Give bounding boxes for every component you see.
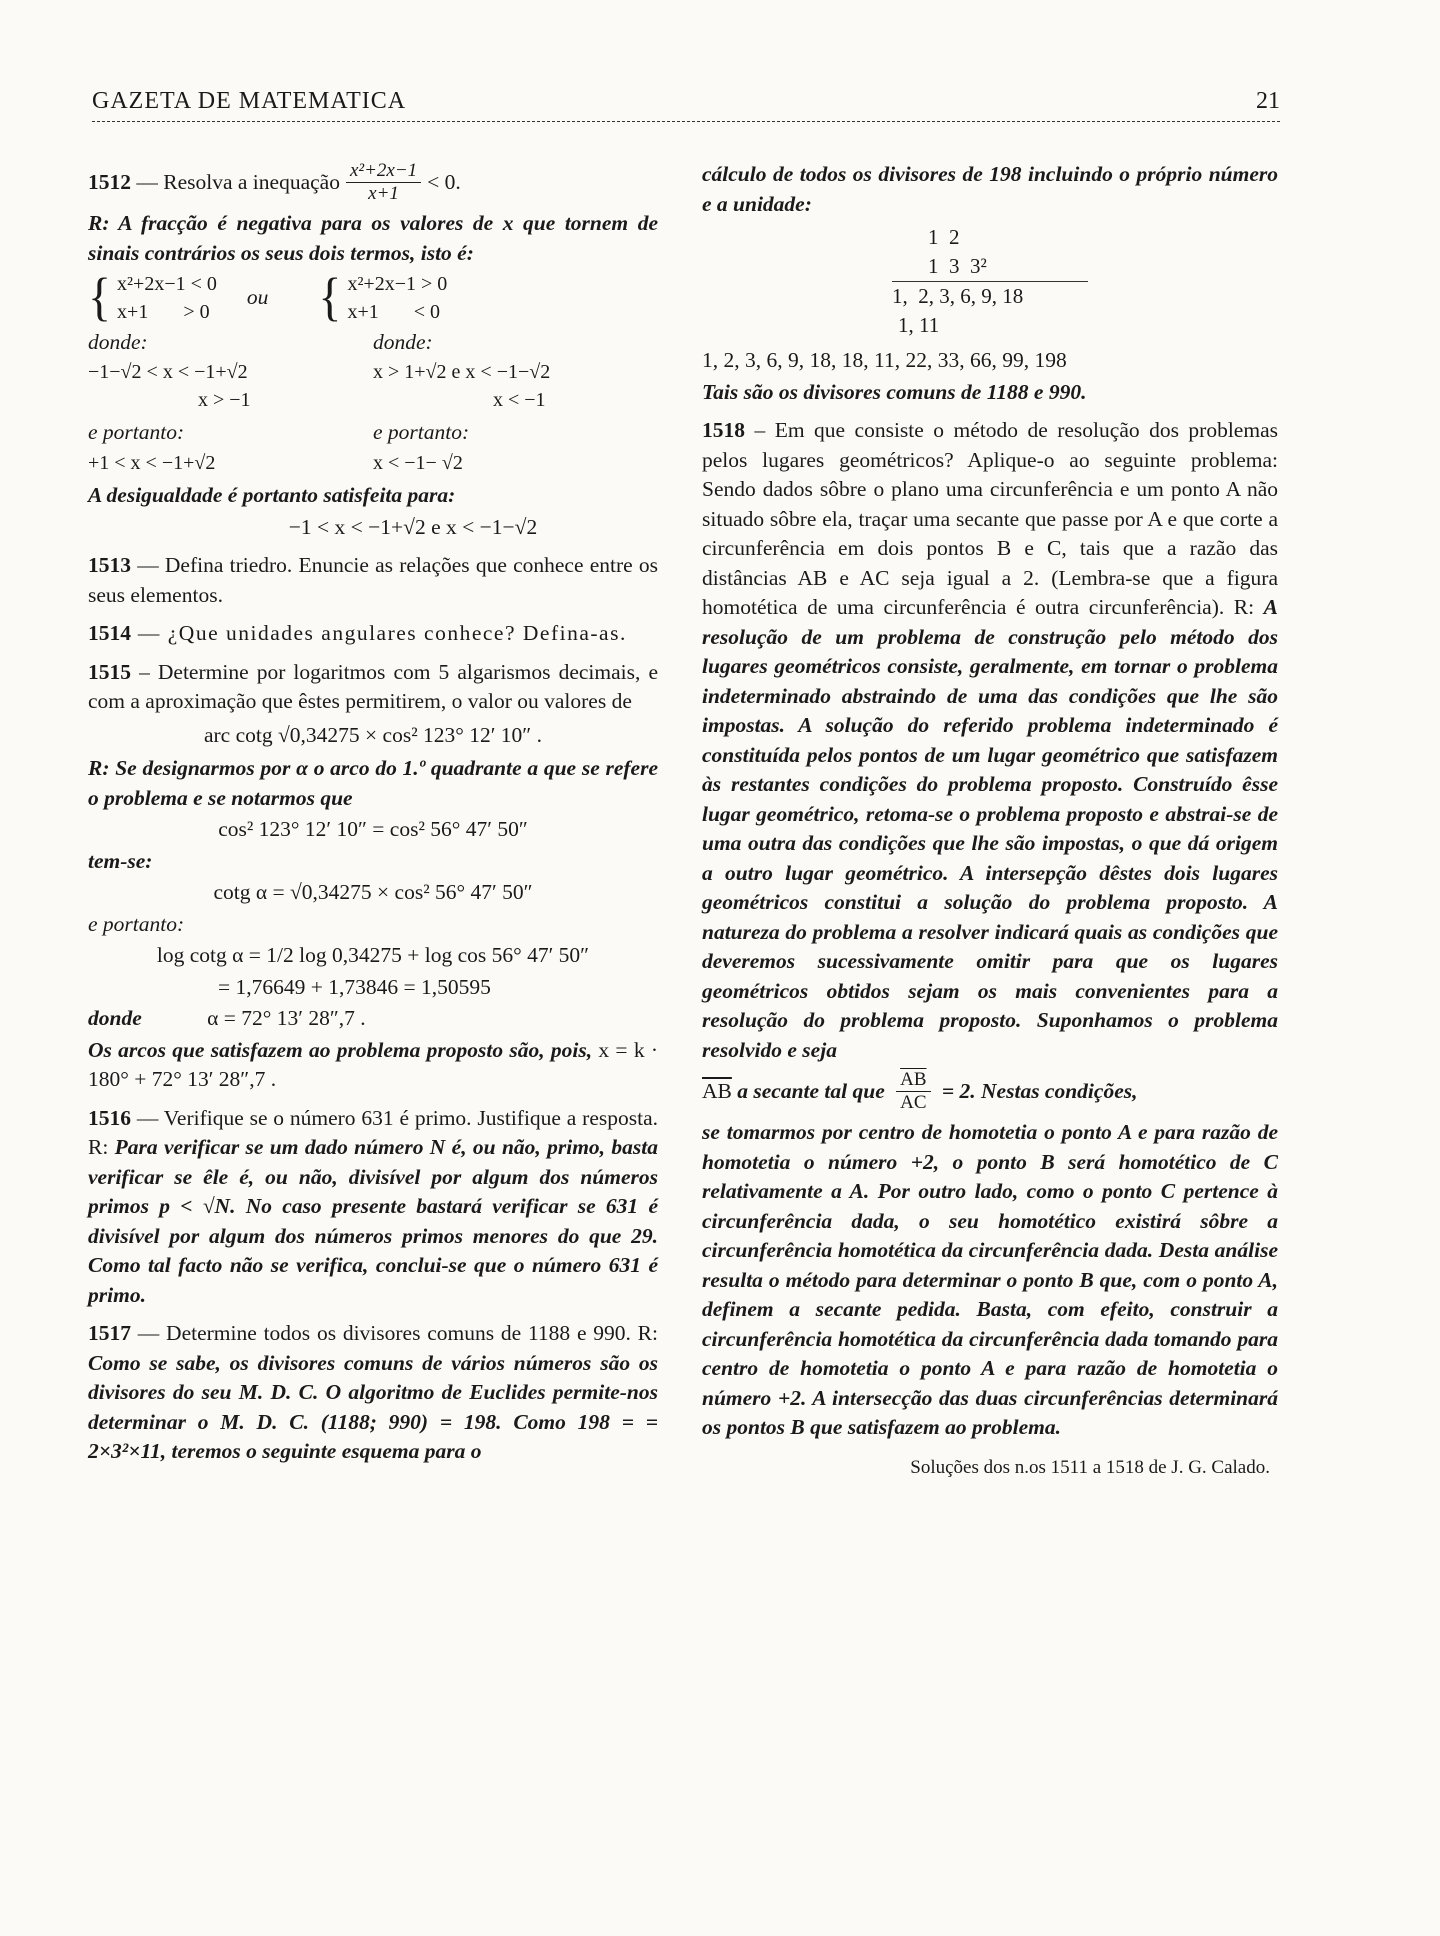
inequality-tail: < 0. bbox=[427, 169, 461, 194]
answer-text: Como se sabe, os divisores comuns de vários números são os divisores do seu M. D. C. O algoritmo de Euclides permite-nos determinar o M. D. C. (1188; 990) = 198. Como 198 = = 2×3²×11, teremos o seguinte esquema para o bbox=[88, 1350, 658, 1463]
problem-text: – Determine por logaritmos com 5 algarismos decimais, e com a aproximação que êstes permitirem, o valor ou valores de bbox=[88, 659, 658, 713]
page-header bbox=[92, 88, 1280, 122]
problem-1512 bbox=[88, 160, 658, 205]
final-1515 bbox=[88, 1036, 658, 1095]
problem-number: 1514 bbox=[88, 621, 131, 645]
problem-1515 bbox=[88, 658, 658, 717]
equation-line: cotg α = √0,34275 × cos² 56° 47′ 50″ bbox=[213, 880, 533, 904]
left-column bbox=[88, 160, 658, 1476]
fraction-numerator: $\overline{AB}$ bbox=[896, 1069, 930, 1092]
equation-line: α = 72° 13′ 28″,7 . bbox=[207, 1006, 366, 1030]
answer-1515: R: Se designarmos por α o arco do 1.º quadrante a que se refere o problema e se notarmos que bbox=[88, 756, 658, 810]
system-line: x > −1 bbox=[198, 388, 251, 411]
problem-number: 1517 bbox=[88, 1321, 131, 1345]
problem-text: — Resolva a inequação bbox=[131, 169, 340, 194]
result-2: x < −1− √2 bbox=[373, 452, 463, 474]
journal-title: GAZETA DE MATEMATICA bbox=[92, 88, 407, 114]
system-2 bbox=[318, 270, 447, 326]
donde-label: donde: bbox=[88, 330, 148, 354]
equation-line: log cotg α = 1/2 log 0,34275 + log cos 56° 47′ 50″ bbox=[156, 943, 590, 967]
continuation-1517: cálculo de todos os divisores de 198 incluindo o próprio número e a unidade: bbox=[702, 162, 1278, 216]
expression-arccotg: arc cotg √0,34275 × cos² 123° 12′ 10″ . bbox=[203, 722, 543, 747]
problem-number: 1518 bbox=[702, 418, 745, 442]
equation-line: = 1,76649 + 1,73846 = 1,50595 bbox=[218, 974, 491, 999]
problem-1516 bbox=[88, 1104, 658, 1311]
answer-text: A resolução de um problema de construção pelo método dos lugares geométricos consiste, geralmente, em tornar o problema indeterminado abstraindo de uma das condições que lhe são impostas. A solução do referido problema indeterminado é constituída pelos pontos de um lugar geométrico que satisfazem às restantes condições do problema proposto. Construído êsse lugar geométrico, retoma-se o problema proposto e abstrai-se de uma outra das condições que lhe são impostas, o que dá origem a outro lugar geométrico. A intersepção dêstes dois lugares geométricos constitui a solução do problema proposto. A natureza do problema a resolver indicará quais as condições que deveremos sucessivamente omitir para que os lugares geométricos obtidos sejam os mais convenientes para a resolução do problema proposto. Suponhamos o problema resolvido e seja bbox=[702, 595, 1278, 1062]
equation-line: cos² 123° 12′ 10″ = cos² 56° 47′ 50″ bbox=[218, 817, 528, 841]
brace-symbol: { bbox=[88, 268, 112, 327]
final-text: Os arcos que satisfazem ao problema proposto são, pois, bbox=[88, 1037, 593, 1062]
answer-text: Para verificar se um dado número N é, ou não, primo, basta verificar se êle é, ou não, divisível por algum dos números primos p < √N. No caso presente bastará verificar se 631 é divisível por algum dos números primos menores do que 29. Como tal facto não se verifica, conclui-se que o número 631 é primo. bbox=[88, 1135, 658, 1307]
or-label: ou bbox=[246, 285, 269, 310]
problem-1517 bbox=[88, 1319, 658, 1467]
system-1 bbox=[88, 270, 217, 326]
ratio-text: a secante tal que bbox=[731, 1078, 891, 1103]
divisors-list: 1, 2, 3, 6, 9, 18, 18, 11, 22, 33, 66, 99, 198 bbox=[702, 348, 1067, 372]
scheme-row: 1, 11 bbox=[898, 313, 940, 337]
system-line: x²+2x−1 < 0 bbox=[117, 273, 217, 295]
answer-1512: R: A fracção é negativa para os valores de x que tornem de sinais contrários os seus dois termos, isto é: bbox=[88, 211, 658, 265]
eportanto-label: e portanto: bbox=[88, 911, 185, 936]
fraction bbox=[346, 160, 421, 205]
problem-text: — Verifique se o número 631 é primo. Justifique a resposta. R: bbox=[88, 1105, 658, 1159]
portanto-label: e portanto: bbox=[88, 419, 185, 444]
problem-text: — Determine todos os divisores comuns de 1188 e 990. R: bbox=[131, 1321, 658, 1345]
system-3 bbox=[88, 358, 373, 414]
fraction-denominator: AC bbox=[900, 1092, 927, 1113]
system-line: x+1 < 0 bbox=[347, 301, 440, 323]
problem-number: 1512 bbox=[88, 169, 131, 194]
result-1: +1 < x < −1+√2 bbox=[88, 452, 216, 474]
donde-label: donde bbox=[88, 1006, 142, 1030]
problem-text: – Em que consiste o método de resolução dos problemas pelos lugares geométricos? Aplique-o ao seguinte problema: Sendo dados sôbre o plano uma circunferência e um ponto A não situado sôbre ela, traçar uma secante que passe por A e que corte a circunferência em dois pontos B e C, tais que a razão das distâncias AB e AC seja igual a 2. (Lembra-se que a figura homotética de uma circunferência é outra circunferência). R: bbox=[702, 418, 1278, 619]
problem-text: — ¿Que unidades angulares conhece? Defina-as. bbox=[131, 621, 627, 645]
portanto-row bbox=[88, 418, 658, 448]
problem-1518 bbox=[702, 416, 1278, 1065]
answer-1518-cont: se tomarmos por centro de homotetia o ponto A e para razão de homotetia o número +2, o ponto B será homotético de C relativamente a A. Por outro lado, como o ponto C pertence à circunferência dada, o seu homotético existirá sôbre a circunferência homotética da circunferência dada. Desta análise resulta o método para determinar o ponto B que, com o ponto A, definem a secante pedida. Basta, com efeito, construir a circunferência homotética da circunferência dada tomando para centro de homotetia o ponto A e para razão de homotetia o número +2. A intersecção das duas circunferências determinará os pontos B que satisfazem ao problema. bbox=[702, 1120, 1278, 1439]
problem-number: 1515 bbox=[88, 659, 131, 684]
system-4 bbox=[373, 358, 658, 414]
results-row bbox=[88, 447, 658, 479]
scheme-row: 1 2 bbox=[928, 225, 960, 249]
brace-symbol: { bbox=[318, 268, 342, 327]
system-line: x²+2x−1 > 0 bbox=[347, 273, 448, 295]
divisors-conclusion: Tais são os divisores comuns de 1188 e 990. bbox=[702, 379, 1087, 404]
problem-text: — Defina triedro. Enuncie as relações que conhece entre os seus elementos. bbox=[88, 553, 658, 607]
scheme-row: 1 3 3² bbox=[892, 252, 1088, 282]
problem-1513 bbox=[88, 551, 658, 610]
donde-row-2 bbox=[88, 1004, 658, 1034]
right-column bbox=[702, 160, 1278, 1482]
fraction-numerator: x²+2x−1 bbox=[346, 160, 421, 183]
derived-systems bbox=[88, 358, 658, 414]
system-line: −1−√2 < x < −1+√2 bbox=[88, 360, 248, 383]
ratio-fraction bbox=[896, 1069, 930, 1114]
final-equation: x = k · 180° + 72° 13′ 28″,7 . bbox=[88, 1037, 658, 1091]
temse-label: tem-se: bbox=[88, 848, 153, 873]
system-line: x > 1+√2 e x < −1−√2 bbox=[373, 360, 551, 383]
page-number: 21 bbox=[1256, 88, 1280, 114]
problem-number: 1516 bbox=[88, 1105, 131, 1130]
ratio-line bbox=[702, 1069, 1278, 1114]
donde-label: donde: bbox=[373, 330, 433, 354]
portanto-label: e portanto: bbox=[373, 419, 470, 444]
fraction-denominator: x+1 bbox=[368, 183, 399, 204]
problem-number: 1513 bbox=[88, 553, 131, 577]
system-line: x+1 > 0 bbox=[117, 301, 210, 323]
inequality-conclusion: A desigualdade é portanto satisfeita para: bbox=[88, 483, 456, 507]
system-line: x < −1 bbox=[493, 388, 546, 411]
segment-ab: $\overline{AB}$ bbox=[702, 1078, 732, 1103]
ratio-text: = 2. Nestas condições, bbox=[936, 1078, 1138, 1103]
inequality-systems bbox=[88, 270, 658, 326]
scheme-row: 1, 2, 3, 6, 9, 18 bbox=[892, 284, 1024, 308]
solutions-credit: Soluções dos n.os 1511 a 1518 de J. G. Calado. bbox=[910, 1456, 1270, 1478]
donde-row bbox=[88, 328, 658, 358]
divisor-scheme bbox=[892, 223, 1278, 340]
inequality-solution: −1 < x < −1+√2 e x < −1−√2 bbox=[288, 514, 538, 539]
problem-1514 bbox=[88, 619, 658, 649]
